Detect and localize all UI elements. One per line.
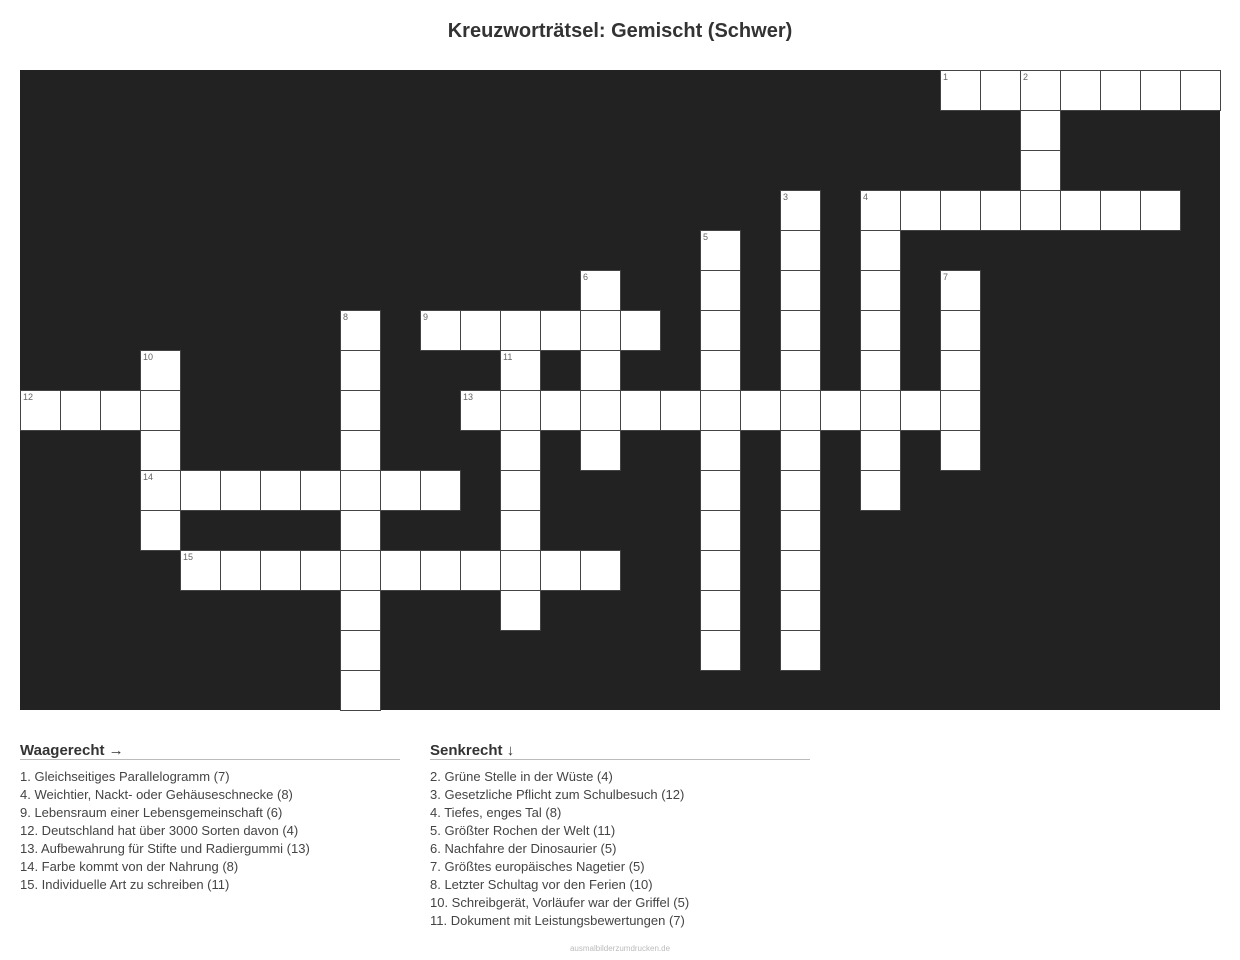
grid-cell[interactable] <box>100 390 141 431</box>
grid-cell[interactable] <box>380 550 421 591</box>
grid-cell[interactable] <box>700 350 741 391</box>
grid-cell[interactable] <box>340 590 381 631</box>
grid-cell[interactable] <box>780 470 821 511</box>
grid-cell[interactable] <box>700 270 741 311</box>
clue-number: 8 <box>343 312 349 322</box>
grid-cell[interactable] <box>140 430 181 471</box>
across-clues <box>20 742 400 894</box>
grid-cell[interactable] <box>140 470 181 511</box>
grid-cell[interactable] <box>580 270 621 311</box>
grid-cell[interactable] <box>380 470 421 511</box>
grid-cell[interactable] <box>420 470 461 511</box>
down-clue: 8. Letzter Schultag vor den Ferien (10) <box>430 877 653 892</box>
grid-cell[interactable] <box>60 390 101 431</box>
grid-cell[interactable] <box>940 390 981 431</box>
grid-cell[interactable] <box>340 390 381 431</box>
grid-cell[interactable] <box>300 550 341 591</box>
grid-cell[interactable] <box>340 470 381 511</box>
crossword-grid <box>20 70 1220 710</box>
grid-cell[interactable] <box>500 310 541 351</box>
grid-cell[interactable] <box>580 390 621 431</box>
grid-cell[interactable] <box>700 590 741 631</box>
grid-cell[interactable] <box>700 390 741 431</box>
grid-cell[interactable] <box>340 670 381 711</box>
clue-number: 5 <box>703 232 709 242</box>
page-title: Kreuzworträtsel: Gemischt (Schwer) <box>447 20 793 42</box>
grid-cell[interactable] <box>780 310 821 351</box>
grid-cell[interactable] <box>580 350 621 391</box>
grid-cell[interactable] <box>900 390 941 431</box>
grid-cell[interactable] <box>340 310 381 351</box>
grid-cell[interactable] <box>180 550 221 591</box>
grid-cell[interactable] <box>500 510 541 551</box>
grid-cell[interactable] <box>260 470 301 511</box>
grid-cell[interactable] <box>780 630 821 671</box>
grid-cell[interactable] <box>1020 70 1061 111</box>
grid-cell[interactable] <box>500 430 541 471</box>
grid-cell[interactable] <box>1100 70 1141 111</box>
grid-cell[interactable] <box>340 430 381 471</box>
grid-cell[interactable] <box>20 390 61 431</box>
grid-cell[interactable] <box>460 550 501 591</box>
grid-cell[interactable] <box>540 390 581 431</box>
down-clue: 3. Gesetzliche Pflicht zum Schulbesuch (12) <box>430 787 685 802</box>
down-clue: 6. Nachfahre der Dinosaurier (5) <box>430 841 617 856</box>
grid-cell[interactable] <box>780 430 821 471</box>
clue-number: 11 <box>503 352 513 362</box>
grid-cell[interactable] <box>860 190 901 231</box>
clue-number: 15 <box>183 552 194 562</box>
grid-cell[interactable] <box>300 470 341 511</box>
grid-cell[interactable] <box>860 470 901 511</box>
grid-cell[interactable] <box>500 550 541 591</box>
clue-number: 13 <box>463 392 474 402</box>
grid-cell[interactable] <box>140 510 181 551</box>
grid-cell[interactable] <box>740 390 781 431</box>
down-clue: 7. Größtes europäisches Nagetier (5) <box>430 859 645 874</box>
grid-cell[interactable] <box>580 430 621 471</box>
grid-cell[interactable] <box>980 70 1021 111</box>
clue-number: 9 <box>423 312 429 322</box>
grid-cell[interactable] <box>900 190 941 231</box>
clue-number: 3 <box>783 192 789 202</box>
across-clue: 13. Aufbewahrung für Stifte und Radiergummi (13) <box>20 841 310 856</box>
grid-cell[interactable] <box>940 190 981 231</box>
grid-cell[interactable] <box>940 310 981 351</box>
grid-cell[interactable] <box>460 390 501 431</box>
grid-cell[interactable] <box>540 310 581 351</box>
grid-cell[interactable] <box>860 390 901 431</box>
grid-cell[interactable] <box>620 310 661 351</box>
grid-cell[interactable] <box>780 510 821 551</box>
down-clue: 5. Größter Rochen der Welt (11) <box>430 823 616 838</box>
grid-cell[interactable] <box>140 350 181 391</box>
grid-cell[interactable] <box>700 550 741 591</box>
grid-cell[interactable] <box>780 390 821 431</box>
grid-cell[interactable] <box>700 510 741 551</box>
grid-cell[interactable] <box>500 590 541 631</box>
clue-number: 14 <box>143 472 154 482</box>
grid-cell[interactable] <box>500 350 541 391</box>
grid-cell[interactable] <box>1060 70 1101 111</box>
clue-number: 12 <box>23 392 34 402</box>
grid-cell[interactable] <box>700 430 741 471</box>
across-clue: 14. Farbe kommt von der Nahrung (8) <box>20 859 239 874</box>
across-clue: 12. Deutschland hat über 3000 Sorten davon (4) <box>20 823 299 838</box>
grid-cell[interactable] <box>500 470 541 511</box>
across-clue: 1. Gleichseitiges Parallelogramm (7) <box>20 769 230 784</box>
grid-cell[interactable] <box>860 350 901 391</box>
grid-cell[interactable] <box>340 350 381 391</box>
grid-cell[interactable] <box>220 550 261 591</box>
across-clue: 9. Lebensraum einer Lebensgemeinschaft (6) <box>20 805 283 820</box>
grid-cell[interactable] <box>220 470 261 511</box>
grid-cell[interactable] <box>500 390 541 431</box>
grid-cell[interactable] <box>1140 190 1181 231</box>
grid-cell[interactable] <box>1060 190 1101 231</box>
grid-cell[interactable] <box>1020 150 1061 191</box>
grid-cell[interactable] <box>340 510 381 551</box>
clue-number: 1 <box>943 72 949 82</box>
grid-cell[interactable] <box>1020 190 1061 231</box>
grid-cell[interactable] <box>1180 70 1221 111</box>
grid-cell[interactable] <box>860 310 901 351</box>
across-clue: 15. Individuelle Art zu schreiben (11) <box>20 877 230 892</box>
across-clue-list <box>20 768 400 894</box>
grid-cell[interactable] <box>420 550 461 591</box>
grid-cell[interactable] <box>580 310 621 351</box>
grid-cell[interactable] <box>260 550 301 591</box>
grid-cell[interactable] <box>460 310 501 351</box>
grid-cell[interactable] <box>940 430 981 471</box>
down-clue: 11. Dokument mit Leistungsbewertungen (7) <box>430 913 685 928</box>
grid-cell[interactable] <box>1140 70 1181 111</box>
grid-cell[interactable] <box>980 190 1021 231</box>
grid-cell[interactable] <box>620 390 661 431</box>
grid-cell[interactable] <box>780 270 821 311</box>
grid-cell[interactable] <box>860 230 901 271</box>
across-clue: 4. Weichtier, Nackt- oder Gehäuseschnecke (8) <box>20 787 293 802</box>
footer-credit: ausmalbilderzumdrucken.de <box>569 944 671 953</box>
grid-cell[interactable] <box>580 550 621 591</box>
clue-number: 4 <box>863 192 869 202</box>
grid-cell[interactable] <box>1100 190 1141 231</box>
grid-cell[interactable] <box>940 70 981 111</box>
grid-cell[interactable] <box>340 630 381 671</box>
down-clue: 4. Tiefes, enges Tal (8) <box>430 805 562 820</box>
grid-cell[interactable] <box>660 390 701 431</box>
across-heading: Waagerecht → <box>20 742 400 760</box>
grid-cell[interactable] <box>780 350 821 391</box>
down-clue: 2. Grüne Stelle in der Wüste (4) <box>430 769 613 784</box>
grid-cell[interactable] <box>140 390 181 431</box>
grid-cell[interactable] <box>700 230 741 271</box>
down-clues <box>430 742 810 930</box>
grid-cell[interactable] <box>780 550 821 591</box>
grid-cell[interactable] <box>700 630 741 671</box>
grid-cell[interactable] <box>340 550 381 591</box>
clue-number: 6 <box>583 272 589 282</box>
grid-cell[interactable] <box>780 230 821 271</box>
clue-number: 2 <box>1023 72 1029 82</box>
grid-cell[interactable] <box>780 190 821 231</box>
grid-cell[interactable] <box>780 590 821 631</box>
grid-cell[interactable] <box>820 390 861 431</box>
grid-cell[interactable] <box>420 310 461 351</box>
grid-cell[interactable] <box>180 470 221 511</box>
grid-cell[interactable] <box>860 270 901 311</box>
grid-cell[interactable] <box>700 310 741 351</box>
grid-cell[interactable] <box>860 430 901 471</box>
grid-cell[interactable] <box>940 270 981 311</box>
down-clue-list <box>430 768 810 930</box>
grid-cell[interactable] <box>1020 110 1061 151</box>
clue-number: 10 <box>143 352 154 362</box>
down-clue: 10. Schreibgerät, Vorläufer war der Griffel (5) <box>430 895 690 910</box>
grid-cell[interactable] <box>700 470 741 511</box>
grid-cell[interactable] <box>540 550 581 591</box>
down-heading: Senkrecht ↓ <box>430 742 810 760</box>
clue-number: 7 <box>943 272 949 282</box>
grid-cell[interactable] <box>940 350 981 391</box>
